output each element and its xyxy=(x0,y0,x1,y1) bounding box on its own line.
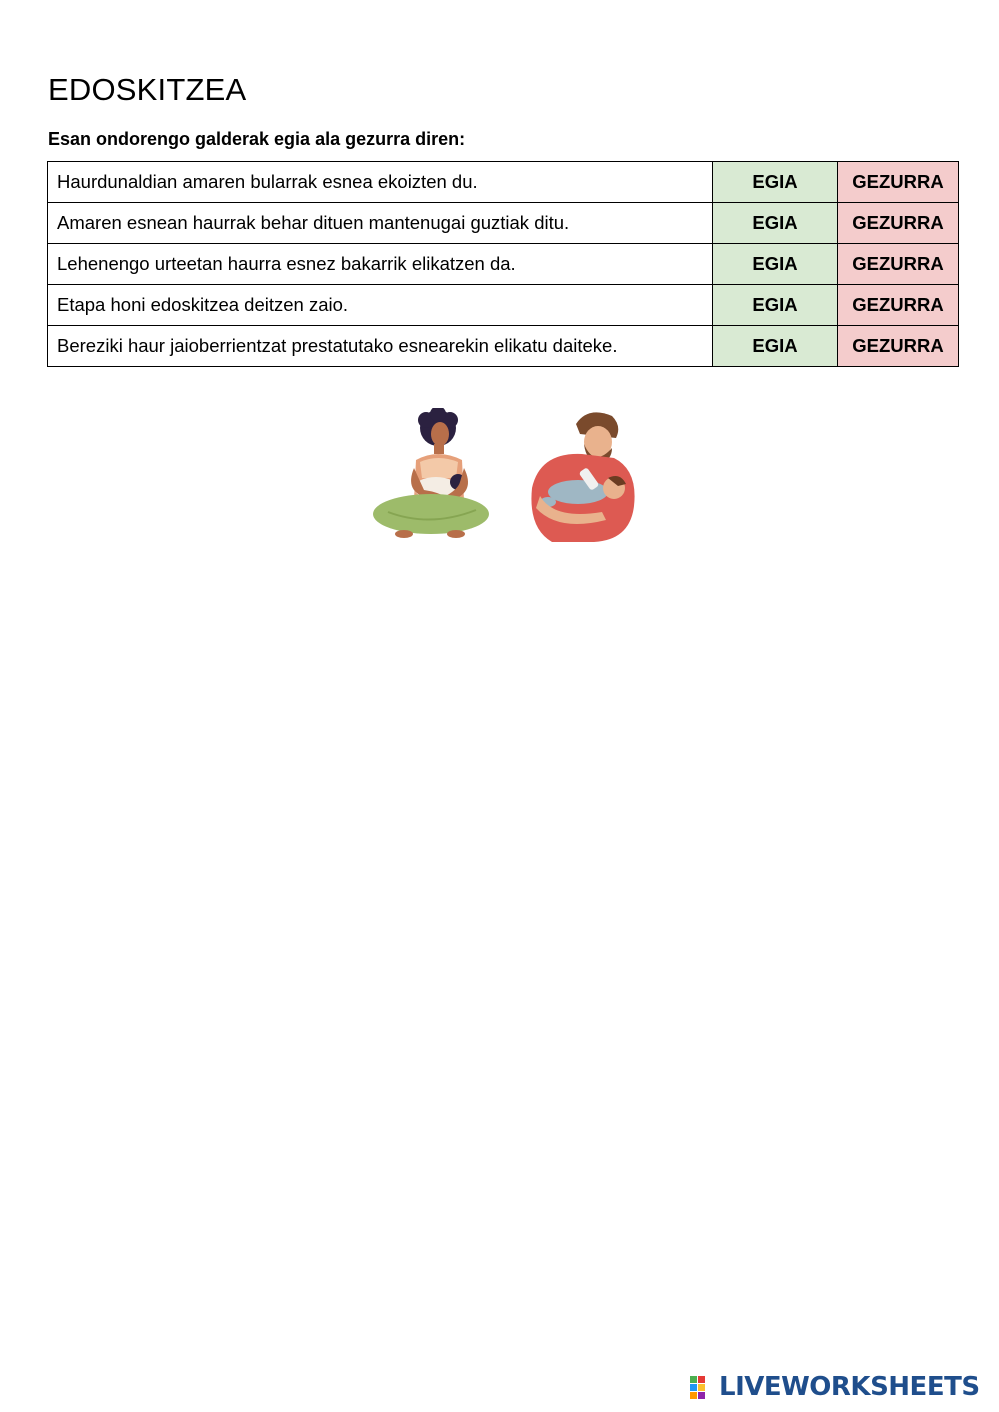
page-title: EDOSKITZEA xyxy=(48,72,247,107)
true-false-table xyxy=(47,161,959,367)
table-row xyxy=(48,326,959,367)
breastfeeding-mother-illustration xyxy=(373,408,489,538)
gezurra-option[interactable]: GEZURRA xyxy=(838,244,959,285)
table-row xyxy=(48,244,959,285)
statement-text: Lehenengo urteetan haurra esnez bakarrik elikatzen da. xyxy=(48,244,713,285)
liveworksheets-logo xyxy=(690,1372,980,1402)
gezurra-option[interactable]: GEZURRA xyxy=(838,285,959,326)
statement-text: Etapa honi edoskitzea deitzen zaio. xyxy=(48,285,713,326)
statement-text: Haurdunaldian amaren bularrak esnea ekoizten du. xyxy=(48,162,713,203)
gezurra-option[interactable]: GEZURRA xyxy=(838,203,959,244)
egia-option[interactable]: EGIA xyxy=(713,162,838,203)
liveworksheets-brand-text: LIVEWORKSHEETS xyxy=(719,1372,980,1402)
egia-option[interactable]: EGIA xyxy=(713,285,838,326)
egia-option[interactable]: EGIA xyxy=(713,203,838,244)
gezurra-option[interactable]: GEZURRA xyxy=(838,162,959,203)
feeding-illustrations-svg xyxy=(368,408,643,548)
egia-option[interactable]: EGIA xyxy=(713,326,838,367)
statement-text: Bereziki haur jaioberrientzat prestatutako esnearekin elikatu daiteke. xyxy=(48,326,713,367)
table-row xyxy=(48,203,959,244)
gezurra-option[interactable]: GEZURRA xyxy=(838,326,959,367)
instruction-text: Esan ondorengo galderak egia ala gezurra diren: xyxy=(48,129,466,149)
table-row xyxy=(48,162,959,203)
egia-option[interactable]: EGIA xyxy=(713,244,838,285)
liveworksheets-logo-icon xyxy=(690,1374,716,1400)
father-bottle-feeding-illustration xyxy=(531,412,634,542)
table-row xyxy=(48,285,959,326)
feeding-illustrations xyxy=(368,408,643,548)
statement-text: Amaren esnean haurrak behar dituen mantenugai guztiak ditu. xyxy=(48,203,713,244)
